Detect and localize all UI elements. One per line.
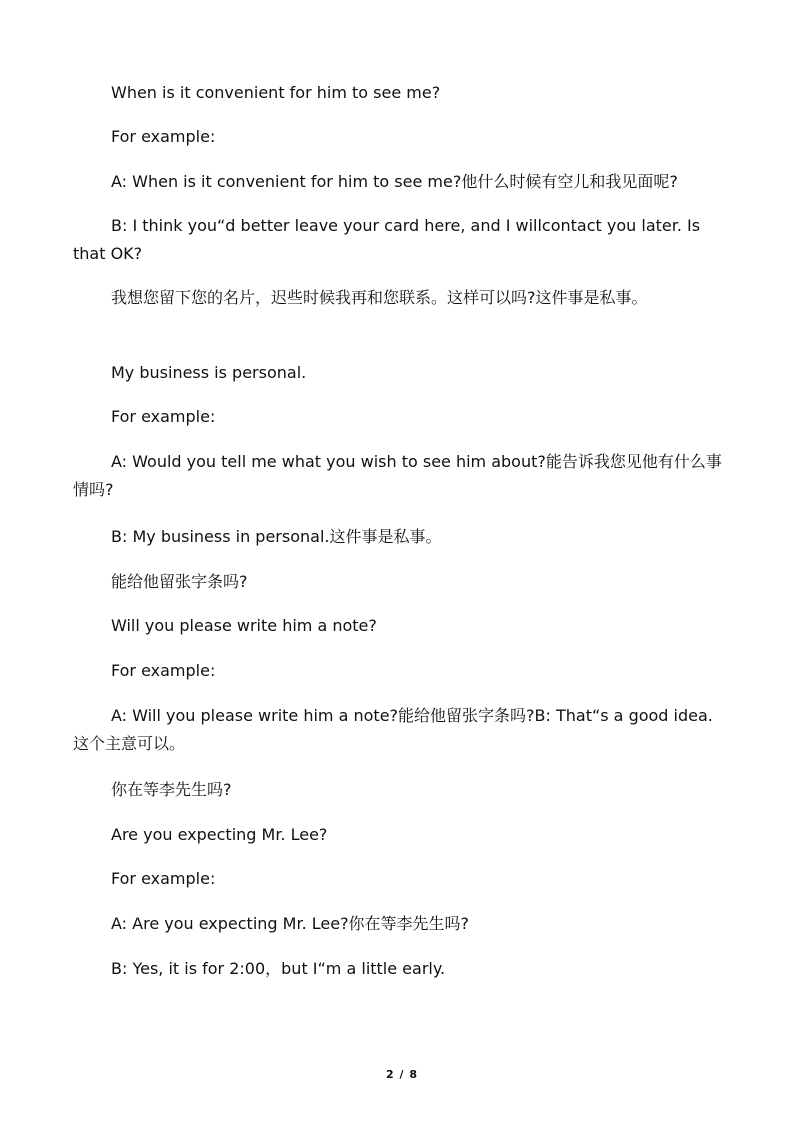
paragraph: My business is personal. (111, 363, 307, 382)
paragraph: A: Would you tell me what you wish to see him about?能告诉我您见他有什么事情吗? (73, 452, 722, 499)
paragraph: For example: (111, 661, 216, 680)
paragraph: B: Yes, it is for 2:00，but I“m a little early. (111, 959, 446, 978)
page-number: 2 / 8 (386, 1068, 418, 1081)
paragraph: 能给他留张字条吗? (111, 572, 248, 591)
paragraph: For example: (111, 407, 216, 426)
paragraph: Will you please write him a note? (111, 616, 377, 635)
paragraph: 我想您留下您的名片，迟些时候我再和您联系。这样可以吗?这件事是私事。 (111, 288, 648, 307)
paragraph: 你在等李先生吗? (111, 780, 232, 799)
paragraph: B: I think you“d better leave your card here, and I willcontact you later. Is that OK? (73, 216, 701, 263)
paragraph: B: My business in personal.这件事是私事。 (111, 527, 442, 546)
paragraph: A: Will you please write him a note?能给他留张字条吗?B: That“s a good idea. 这个主意可以。 (73, 706, 713, 753)
paragraph: For example: (111, 869, 216, 888)
paragraph: A: When is it convenient for him to see me?他什么时候有空儿和我见面呢? (111, 172, 678, 191)
paragraph: Are you expecting Mr. Lee? (111, 825, 328, 844)
paragraph: A: Are you expecting Mr. Lee?你在等李先生吗? (111, 914, 470, 933)
paragraph: For example: (111, 127, 216, 146)
paragraph: When is it convenient for him to see me? (111, 83, 441, 102)
